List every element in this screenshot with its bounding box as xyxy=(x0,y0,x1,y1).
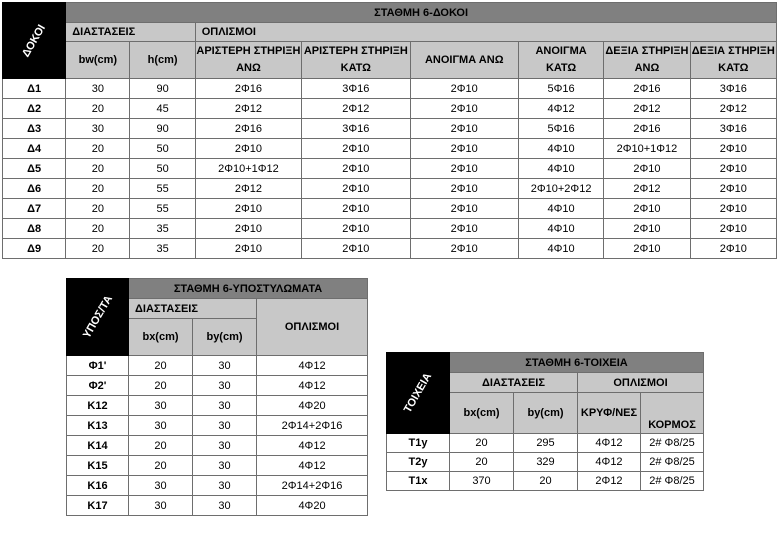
table-cell: 2Φ10 xyxy=(690,139,776,159)
table-cell: 3Φ16 xyxy=(690,119,776,139)
table-cell: 30 xyxy=(66,79,130,99)
table-row xyxy=(3,239,777,259)
table-cell: 2Φ10 xyxy=(195,199,301,219)
table-cell: 30 xyxy=(129,476,193,496)
walls-table xyxy=(386,352,704,491)
table-row xyxy=(3,219,777,239)
walls-dimensions-header: ΔΙΑΣΤΑΣΕΙΣ xyxy=(450,373,578,393)
table-cell: 50 xyxy=(130,159,195,179)
table-cell: 20 xyxy=(129,356,193,376)
table-cell: 4Φ10 xyxy=(518,159,603,179)
table-cell: 35 xyxy=(130,239,195,259)
beams-col-header: h(cm) xyxy=(130,42,195,79)
table-cell: 2Φ10 xyxy=(302,179,410,199)
beams-dimensions-header: ΔΙΑΣΤΑΣΕΙΣ xyxy=(66,23,195,42)
table-cell: 20 xyxy=(66,159,130,179)
table-cell: 20 xyxy=(66,99,130,119)
table-row xyxy=(67,416,368,436)
table-row xyxy=(3,119,777,139)
table-cell: 30 xyxy=(66,119,130,139)
table-cell: 4Φ10 xyxy=(518,139,603,159)
table-cell: 2Φ10 xyxy=(195,139,301,159)
row-label: T1x xyxy=(387,472,450,491)
row-label: Φ1' xyxy=(67,356,129,376)
columns-col-header: bx(cm) xyxy=(129,319,193,356)
table-cell: 2Φ14+2Φ16 xyxy=(257,416,368,436)
walls-col-header: bx(cm) xyxy=(450,393,514,434)
table-cell: 90 xyxy=(130,79,195,99)
table-cell: 2Φ10 xyxy=(604,159,690,179)
table-row xyxy=(387,472,704,491)
table-cell: 2Φ12 xyxy=(302,99,410,119)
table-cell: 2Φ12 xyxy=(578,472,641,491)
row-label: T1y xyxy=(387,434,450,453)
table-cell: 55 xyxy=(130,179,195,199)
row-label: Κ13 xyxy=(67,416,129,436)
beams-col-header: ΑΡΙΣΤΕΡΗ ΣΤΗΡΙΞΗ ΑΝΩ xyxy=(195,42,301,79)
table-cell: 50 xyxy=(130,139,195,159)
table-row xyxy=(3,139,777,159)
table-cell: 4Φ12 xyxy=(257,436,368,456)
table-cell: 30 xyxy=(129,396,193,416)
table-cell: 2Φ10 xyxy=(302,239,410,259)
table-cell: 30 xyxy=(193,356,257,376)
table-row xyxy=(3,159,777,179)
table-cell: 30 xyxy=(193,396,257,416)
table-cell: 2Φ10 xyxy=(410,79,518,99)
table-cell: 2# Φ8/25 xyxy=(641,453,704,472)
table-cell: 90 xyxy=(130,119,195,139)
table-cell: 3Φ16 xyxy=(690,79,776,99)
table-cell: 2Φ12 xyxy=(690,99,776,119)
table-cell: 2Φ10 xyxy=(302,199,410,219)
row-label: Δ8 xyxy=(3,219,66,239)
beams-col-header: ΑΡΙΣΤΕΡΗ ΣΤΗΡΙΞΗ ΚΑΤΩ xyxy=(302,42,410,79)
table-cell: 20 xyxy=(66,239,130,259)
table-cell: 2Φ10 xyxy=(302,159,410,179)
table-cell: 2Φ10 xyxy=(690,159,776,179)
row-label: Δ5 xyxy=(3,159,66,179)
table-cell: 2Φ12 xyxy=(604,99,690,119)
table-cell: 4Φ12 xyxy=(257,376,368,396)
walls-corner-label: ΤΟΙΧΕΙΑ xyxy=(387,353,450,434)
columns-dimensions-header: ΔΙΑΣΤΑΣΕΙΣ xyxy=(129,299,257,319)
row-label: Κ12 xyxy=(67,396,129,416)
walls-col-header: by(cm) xyxy=(514,393,578,434)
table-cell: 20 xyxy=(66,179,130,199)
beams-col-header: ΔΕΞΙΑ ΣΤΗΡΙΞΗ ΚΑΤΩ xyxy=(690,42,776,79)
table-cell: 30 xyxy=(193,436,257,456)
table-cell: 2# Φ8/25 xyxy=(641,434,704,453)
table-row xyxy=(67,456,368,476)
row-label: T2y xyxy=(387,453,450,472)
table-cell: 2Φ10 xyxy=(410,239,518,259)
beams-table xyxy=(2,2,777,259)
table-cell: 4Φ12 xyxy=(518,99,603,119)
table-cell: 20 xyxy=(66,199,130,219)
row-label: Κ16 xyxy=(67,476,129,496)
row-label: Κ17 xyxy=(67,496,129,516)
table-cell: 329 xyxy=(514,453,578,472)
row-label: Δ6 xyxy=(3,179,66,199)
table-cell: 2Φ10+2Φ12 xyxy=(518,179,603,199)
table-row xyxy=(67,476,368,496)
table-cell: 30 xyxy=(193,376,257,396)
table-row xyxy=(3,99,777,119)
table-cell: 2Φ14+2Φ16 xyxy=(257,476,368,496)
table-cell: 2Φ10 xyxy=(195,239,301,259)
table-cell: 2Φ10 xyxy=(604,239,690,259)
table-cell: 3Φ16 xyxy=(302,79,410,99)
table-cell: 2Φ10 xyxy=(690,199,776,219)
table-cell: 30 xyxy=(193,456,257,476)
table-row xyxy=(67,436,368,456)
table-cell: 4Φ12 xyxy=(578,453,641,472)
beams-reinforcement-header: ΟΠΛΙΣΜΟΙ xyxy=(195,23,776,42)
table-cell: 2Φ16 xyxy=(604,79,690,99)
table-cell: 2Φ10 xyxy=(604,199,690,219)
columns-corner-label: ΥΠΟΣ/ΤΑ xyxy=(67,279,129,356)
table-cell: 2Φ10 xyxy=(690,179,776,199)
table-cell: 2Φ10 xyxy=(690,219,776,239)
table-cell: 4Φ20 xyxy=(257,396,368,416)
table-cell: 2Φ10+1Φ12 xyxy=(604,139,690,159)
table-cell: 2Φ10 xyxy=(410,219,518,239)
table-cell: 30 xyxy=(129,496,193,516)
table-row xyxy=(67,376,368,396)
row-label: Δ3 xyxy=(3,119,66,139)
table-row xyxy=(67,396,368,416)
columns-reinforcement-header: ΟΠΛΙΣΜΟΙ xyxy=(257,299,368,356)
table-cell: 4Φ10 xyxy=(518,199,603,219)
walls-col-header: ΚΡΥΦ/ΝΕΣ xyxy=(578,393,641,434)
table-cell: 2Φ10 xyxy=(410,179,518,199)
table-cell: 2Φ10 xyxy=(410,99,518,119)
table-row xyxy=(387,453,704,472)
beams-title: ΣΤΑΘΜΗ 6-ΔΟΚΟΙ xyxy=(66,3,777,23)
table-cell: 4Φ12 xyxy=(578,434,641,453)
table-cell: 20 xyxy=(514,472,578,491)
row-label: Δ7 xyxy=(3,199,66,219)
table-cell: 3Φ16 xyxy=(302,119,410,139)
beams-col-header: ΔΕΞΙΑ ΣΤΗΡΙΞΗ ΑΝΩ xyxy=(604,42,690,79)
table-row xyxy=(3,79,777,99)
table-row xyxy=(387,434,704,453)
table-cell: 2Φ10 xyxy=(195,219,301,239)
table-cell: 4Φ20 xyxy=(257,496,368,516)
beams-col-header: ΑΝΟΙΓΜΑ ΚΑΤΩ xyxy=(518,42,603,79)
table-cell: 2Φ16 xyxy=(604,119,690,139)
table-cell: 30 xyxy=(129,416,193,436)
table-cell: 20 xyxy=(129,456,193,476)
row-label: Φ2' xyxy=(67,376,129,396)
row-label: Δ4 xyxy=(3,139,66,159)
row-label: Δ1 xyxy=(3,79,66,99)
table-cell: 2Φ10 xyxy=(302,219,410,239)
table-cell: 55 xyxy=(130,199,195,219)
table-cell: 20 xyxy=(66,139,130,159)
columns-table xyxy=(66,278,368,516)
table-cell: 20 xyxy=(129,436,193,456)
table-cell: 4Φ12 xyxy=(257,356,368,376)
table-cell: 45 xyxy=(130,99,195,119)
table-cell: 5Φ16 xyxy=(518,79,603,99)
columns-title: ΣΤΑΘΜΗ 6-ΥΠΟΣΤΥΛΩΜΑΤΑ xyxy=(129,279,368,299)
table-cell: 30 xyxy=(193,476,257,496)
table-cell: 2Φ10+1Φ12 xyxy=(195,159,301,179)
table-cell: 20 xyxy=(450,434,514,453)
table-cell: 2Φ16 xyxy=(195,79,301,99)
table-cell: 2Φ10 xyxy=(410,199,518,219)
table-cell: 295 xyxy=(514,434,578,453)
table-cell: 5Φ16 xyxy=(518,119,603,139)
table-cell: 2# Φ8/25 xyxy=(641,472,704,491)
table-cell: 4Φ10 xyxy=(518,239,603,259)
table-cell: 30 xyxy=(193,416,257,436)
beams-corner-label: ΔΟΚΟΙ xyxy=(3,3,66,79)
table-cell: 20 xyxy=(66,219,130,239)
table-cell: 20 xyxy=(129,376,193,396)
table-row xyxy=(3,179,777,199)
table-cell: 2Φ10 xyxy=(410,159,518,179)
row-label: Κ14 xyxy=(67,436,129,456)
table-cell: 2Φ12 xyxy=(195,179,301,199)
table-cell: 2Φ10 xyxy=(604,219,690,239)
table-cell: 20 xyxy=(450,453,514,472)
row-label: Κ15 xyxy=(67,456,129,476)
table-cell: 35 xyxy=(130,219,195,239)
walls-col-header: ΚΟΡΜΟΣ xyxy=(641,393,704,434)
table-cell: 2Φ12 xyxy=(195,99,301,119)
row-label: Δ9 xyxy=(3,239,66,259)
table-row xyxy=(3,199,777,219)
table-cell: 30 xyxy=(193,496,257,516)
row-label: Δ2 xyxy=(3,99,66,119)
table-cell: 2Φ10 xyxy=(410,119,518,139)
table-row xyxy=(67,356,368,376)
table-cell: 2Φ16 xyxy=(195,119,301,139)
table-cell: 2Φ12 xyxy=(604,179,690,199)
columns-col-header: by(cm) xyxy=(193,319,257,356)
walls-reinforcement-header: ΟΠΛΙΣΜΟΙ xyxy=(578,373,704,393)
walls-title: ΣΤΑΘΜΗ 6-ΤΟΙΧΕΙΑ xyxy=(450,353,704,373)
table-cell: 2Φ10 xyxy=(302,139,410,159)
table-cell: 4Φ10 xyxy=(518,219,603,239)
table-cell: 370 xyxy=(450,472,514,491)
table-cell: 2Φ10 xyxy=(410,139,518,159)
table-cell: 4Φ12 xyxy=(257,456,368,476)
beams-col-header: bw(cm) xyxy=(66,42,130,79)
table-cell: 2Φ10 xyxy=(690,239,776,259)
table-row xyxy=(67,496,368,516)
beams-col-header: ΑΝΟΙΓΜΑ ΑΝΩ xyxy=(410,42,518,79)
